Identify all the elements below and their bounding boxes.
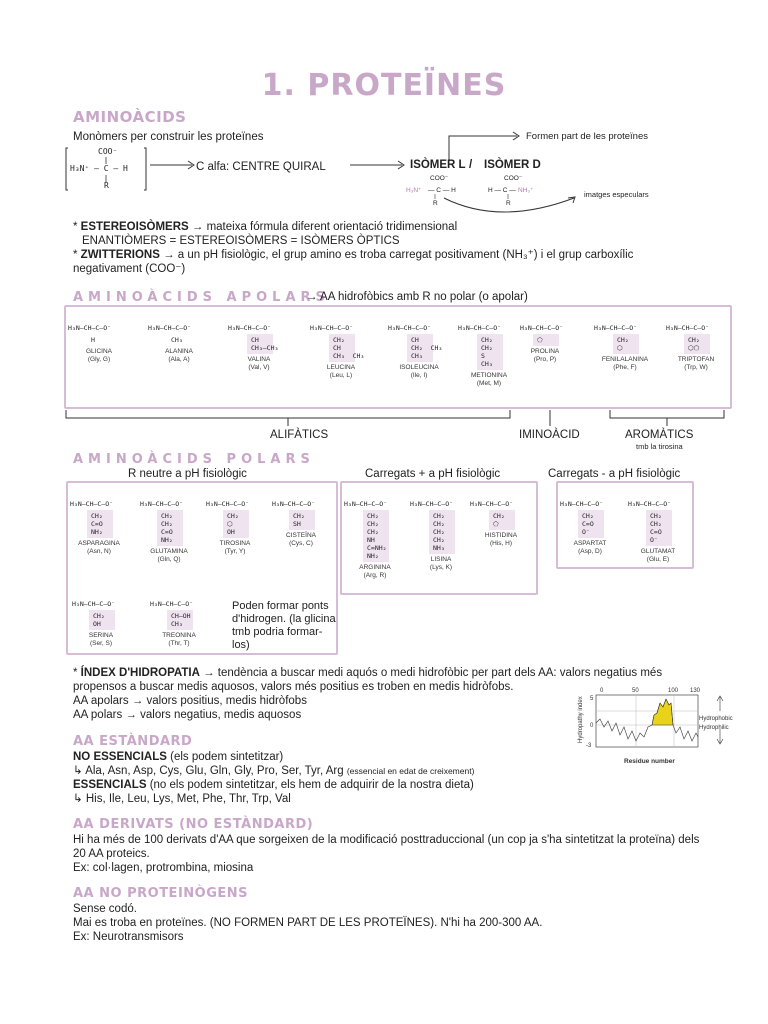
arrow-icon <box>348 155 408 175</box>
svg-text:R: R <box>433 200 438 207</box>
imatges-label: imatges especulars <box>584 190 649 199</box>
apolars-desc: → AA hidrofòbics amb R no polar (o apolar) <box>306 291 528 303</box>
no-essencials-text: (els podem sintetitzar) <box>170 751 284 763</box>
hydropathy-def: * ÍNDEX D'HIDROPATIA → tendència a buscar medi aquós o medi hidrofòbic per part dels AA: valors negatius més propensos a buscar medis aquosos, valors més positius es troben en medis hidròfobs. <box>73 667 663 693</box>
amino-acid-abbr: (Leu, L) <box>329 372 353 379</box>
backbone-formula: H₃N—CH—C—O⁻ <box>310 324 354 332</box>
side-chain-formula: CH₂ C=O NH₂ <box>91 512 103 536</box>
backbone-formula: H₃N—CH—C—O⁻ <box>344 500 388 508</box>
svg-text:50: 50 <box>632 688 639 694</box>
derivats-text: Hi ha més de 100 derivats d'AA que sorgeixen de la modificació posttraduccional (un cop ja s'ha sintetitzat la proteïna) dels 20 AA proteics. <box>73 834 700 860</box>
noprot-example: Ex: Neurotransmisors <box>73 931 184 943</box>
amino-acid-abbr: (Met, M) <box>476 380 502 387</box>
amino-acid-name: METIONINA <box>470 372 508 379</box>
amino-acid-name: ALANINA <box>165 348 193 355</box>
apolars-heading: AMINOÀCIDS APOLARS <box>73 290 330 305</box>
backbone-formula: H₃N—CH—C—O⁻ <box>666 324 710 332</box>
hydropathy-text: → tendència a buscar medi aquós o medi hidrofòbic per part dels AA: valors negatius més propensos a buscar medis aquosos, valors més positius es troben en medis hidròfobs. <box>73 667 663 693</box>
isomer-slash: / <box>469 159 473 171</box>
svg-text:100: 100 <box>668 688 679 694</box>
backbone-formula: H₃N—CH—C—O⁻ <box>458 324 502 332</box>
side-chain-formula: CH₃ <box>171 336 183 344</box>
calpha-label: C alfa: CENTRE QUIRAL <box>196 161 326 173</box>
backbone-formula: H₃N—CH—C—O⁻ <box>68 324 112 332</box>
negative-label: Carregats - a pH fisiològic <box>548 468 681 480</box>
svg-text:H — C —: H — C — <box>488 187 516 194</box>
svg-text:COO⁻: COO⁻ <box>430 175 449 182</box>
backbone-formula: H₃N—CH—C—O⁻ <box>72 600 116 608</box>
no-essencials-list-line <box>73 764 474 778</box>
amino-acid-name: GLUTAMINA <box>150 548 188 555</box>
amino-acid-name: HISTIDINA <box>484 532 518 539</box>
amino-acid-abbr: (Asn, N) <box>87 548 111 555</box>
svg-text:R: R <box>506 200 511 207</box>
graph-ylabel: Hydropathy index <box>578 696 584 743</box>
no-essencials-label: NO ESSENCIALS <box>73 751 167 763</box>
arrow-icon <box>148 155 198 175</box>
isomer-d-label: ISÒMER D <box>484 159 541 171</box>
side-chain-formula: CH₂ ⬡ OH <box>227 512 239 536</box>
svg-text:5: 5 <box>590 696 594 702</box>
amino-acid-abbr: (Tyr, Y) <box>224 548 246 555</box>
no-essencials-list: ↳ Ala, Asn, Asp, Cys, Glu, Gln, Gly, Pro, Ser, Tyr, Arg <box>73 765 344 777</box>
svg-text:— C — H: — C — H <box>428 187 456 194</box>
side-chain-formula: CH₂ ⬡⬠ <box>688 336 700 352</box>
graph-plot-area <box>596 695 698 747</box>
amino-acid-abbr: (Arg, R) <box>363 572 387 579</box>
amino-acid-abbr: (Gly, G) <box>87 356 111 363</box>
positive-label: Carregats + a pH fisiològic <box>365 468 501 480</box>
polars-heading: AMINOÀCIDS POLARS <box>73 452 315 467</box>
polar-hydropathy: AA polars → valors negatius, medis aquosos <box>73 709 302 721</box>
amino-acid-abbr: (Glu, E) <box>646 556 670 563</box>
side-chain-formula: CH₂ ⬡ <box>617 336 629 352</box>
coo-label: COO⁻ <box>98 147 118 156</box>
tirosina-note: tmb la tirosina <box>636 442 683 451</box>
amino-acid-name: LEUCINA <box>326 364 356 371</box>
hydropathy-graph <box>574 683 750 769</box>
noprot-line1: Sense codó. <box>73 903 137 915</box>
backbone-formula: H₃N—CH—C—O⁻ <box>388 324 432 332</box>
apolar-hydropathy: AA apolars → valors positius, medis hidròfobs <box>73 695 307 707</box>
amino-acid-abbr: (Lys, K) <box>429 564 453 571</box>
generic-aa-formula <box>64 146 148 190</box>
side-chain-formula: CH₂ CH₂ C=O NH₂ <box>161 512 173 544</box>
noprot-heading: AA NO PROTEINÒGENS <box>73 886 249 901</box>
backbone-formula: H₃N—CH—C—O⁻ <box>206 500 250 508</box>
side-chain-formula: CH₂ OH <box>93 612 105 628</box>
amino-acid-name: ASPARAGINA <box>78 540 120 547</box>
svg-text:0: 0 <box>590 723 594 729</box>
side-chain-formula: CH CH₂ CH₃ CH₃ <box>411 336 443 360</box>
backbone-formula: H₃N—CH—C—O⁻ <box>594 324 638 332</box>
hydropathy-label: ÍNDEX D'HIDROPATIA <box>80 667 200 679</box>
essencials-label: ESSENCIALS <box>73 779 147 791</box>
amino-acid-abbr: (Thr, T) <box>168 640 190 647</box>
estereoisomers-def: * ESTEREOISÒMERS → mateixa fórmula diferent orientació tridimensional <box>73 221 458 233</box>
amino-row: H₃N⁺ — C — H <box>70 164 128 173</box>
r-label: R <box>104 181 109 190</box>
graph-hydrophilic: Hydrophilic <box>699 725 729 731</box>
amino-acid-abbr: (Val, V) <box>248 364 270 371</box>
backbone-formula: H₃N—CH—C—O⁻ <box>148 324 192 332</box>
aromatics-label: AROMÀTICS <box>625 429 694 441</box>
side-chain-formula: CH₂ CH₂ C=O O⁻ <box>650 512 662 544</box>
amino-acid-name: PROLINA <box>530 348 560 355</box>
derivats-example: Ex: col·lagen, protrombina, miosina <box>73 862 254 874</box>
backbone-formula: H₃N—CH—C—O⁻ <box>628 500 672 508</box>
side-chain-formula: CH₂ CH₂ CH₂ CH₂ NH₃ <box>433 512 445 552</box>
amino-acid-abbr: (His, H) <box>489 540 513 547</box>
zwitterions-label: ZWITTERIONS <box>80 249 160 261</box>
iminoacid-label: IMINOÀCID <box>519 429 580 441</box>
formen-label: Formen part de les proteïnes <box>526 131 648 142</box>
side-chain-formula: CH—OH CH₃ <box>171 612 191 628</box>
amino-acid-name: LISINA <box>430 556 452 563</box>
neutral-label: R neutre a pH fisiològic <box>128 468 247 480</box>
formen-arrow-icon <box>445 128 525 162</box>
isomer-l-label: ISÒMER L <box>410 159 466 171</box>
derivats-heading: AA DERIVATS (NO ESTÀNDARD) <box>73 817 314 832</box>
essencials-line <box>73 778 474 792</box>
amino-acid-name: CISTEÏNA <box>286 532 316 539</box>
noprot-line2: Mai es troba en proteïnes. (NO FORMEN PART DE LES PROTEÏNES). N'hi ha 200-300 AA. <box>73 917 543 929</box>
zwitterions-text: → a un pH fisiològic, el grup amino es troba carregat positivament (NH₃⁺) i el grup carboxílic negativament (COO⁻) <box>73 249 634 275</box>
amino-acid-abbr: (Ile, I) <box>410 372 428 379</box>
no-essencials-line <box>73 750 283 764</box>
svg-text:0: 0 <box>600 688 604 694</box>
amino-acid-name: ASPARTAT <box>573 540 607 547</box>
graph-hydrophobic: Hydrophobic <box>699 716 733 722</box>
amino-acid-abbr: (Cys, C) <box>289 540 313 547</box>
amino-acid-name: FENILALANINA <box>601 356 649 363</box>
amino-acid-abbr: (Ala, A) <box>168 356 190 363</box>
side-chain-formula: H <box>91 336 95 344</box>
svg-text:130: 130 <box>690 688 701 694</box>
backbone-formula: H₃N—CH—C—O⁻ <box>150 600 194 608</box>
backbone-formula: H₃N—CH—C—O⁻ <box>560 500 604 508</box>
page-title: 1. PROTEÏNES <box>261 68 507 103</box>
side-chain-formula: CH CH₃—CH₃ <box>251 336 279 352</box>
side-chain-formula: CH₂ ⬠ <box>493 512 505 528</box>
estereoisomers-label: ESTEREOISÒMERS <box>80 221 189 233</box>
svg-text:NH₃⁺: NH₃⁺ <box>518 187 534 194</box>
side-chain-formula: CH₂ C=O O⁻ <box>582 512 594 536</box>
amino-acid-name: TIROSINA <box>219 540 251 547</box>
backbone-formula: H₃N—CH—C—O⁻ <box>272 500 316 508</box>
amino-acid-name: ISOLEUCINA <box>399 364 439 371</box>
amino-acid-name: ARGININA <box>359 564 391 571</box>
enantiomers-line: ENANTIÒMERS = ESTEREOISÒMERS = ISÒMERS ÒPTICS <box>82 235 400 247</box>
aminoacids-subtitle: Monòmers per construir les proteïnes <box>73 131 264 143</box>
amino-acid-name: SERINA <box>88 632 114 639</box>
backbone-formula: H₃N—CH—C—O⁻ <box>470 500 514 508</box>
essencials-text: (no els podem sintetitzar, els hem de adquirir de la nostra dieta) <box>149 779 474 791</box>
backbone-formula: H₃N—CH—C—O⁻ <box>410 500 454 508</box>
no-essencials-note: (essencial en edat de creixement) <box>346 766 475 776</box>
backbone-formula: H₃N—CH—C—O⁻ <box>520 324 564 332</box>
polar-note: Poden formar ponts d'hidrogen. (la glicina tmb podria formar-los) <box>232 600 336 651</box>
essencials-list: ↳ His, Ile, Leu, Lys, Met, Phe, Thr, Trp, Val <box>73 793 291 805</box>
alifatics-label: ALIFÀTICS <box>270 429 329 441</box>
standard-heading: AA ESTÀNDARD <box>73 734 193 749</box>
amino-acid-abbr: (Phe, F) <box>613 364 637 371</box>
amino-acid-abbr: (Ser, S) <box>89 640 113 647</box>
amino-acid-name: VALINA <box>247 356 271 363</box>
side-chain-formula: CH₂ CH₂ CH₂ NH C=NH₂ NH₂ <box>367 512 387 560</box>
imatges-arrow-icon <box>440 196 580 222</box>
side-chain-formula: ⬠ <box>537 336 543 344</box>
graph-xlabel: Residue number <box>624 758 675 765</box>
amino-acid-name: TRIPTOFAN <box>677 356 715 363</box>
amino-acid-name: TREONINA <box>162 632 196 639</box>
amino-acid-abbr: (Trp, W) <box>684 364 708 371</box>
side-chain-formula: CH₂ CH₂ S CH₃ <box>481 336 493 368</box>
backbone-formula: H₃N—CH—C—O⁻ <box>140 500 184 508</box>
amino-acid-abbr: (Pro, P) <box>533 356 557 363</box>
side-chain-formula: CH₂ CH CH₃ CH₃ <box>333 336 365 360</box>
svg-text:COO⁻: COO⁻ <box>504 175 523 182</box>
svg-text:-3: -3 <box>586 743 592 749</box>
side-chain-formula: CH₂ SH <box>293 512 305 528</box>
backbone-formula: H₃N—CH—C—O⁻ <box>70 500 114 508</box>
aminoacids-heading: AMINOÀCIDS <box>73 108 187 126</box>
backbone-formula: H₃N—CH—C—O⁻ <box>228 324 272 332</box>
amino-acid-name: GLICINA <box>85 348 112 355</box>
svg-text:H₃N⁺: H₃N⁺ <box>406 187 422 194</box>
zwitterions-def: * ZWITTERIONS → a un pH fisiològic, el grup amino es troba carregat positivament (NH₃⁺) i el grup carboxílic negativament (COO⁻) <box>73 249 634 275</box>
amino-acid-abbr: (Gln, Q) <box>157 556 181 563</box>
amino-acid-name: GLUTAMAT <box>640 548 676 555</box>
amino-acid-abbr: (Asp, D) <box>578 548 602 555</box>
estereoisomers-text: → mateixa fórmula diferent orientació tridimensional <box>191 221 458 233</box>
